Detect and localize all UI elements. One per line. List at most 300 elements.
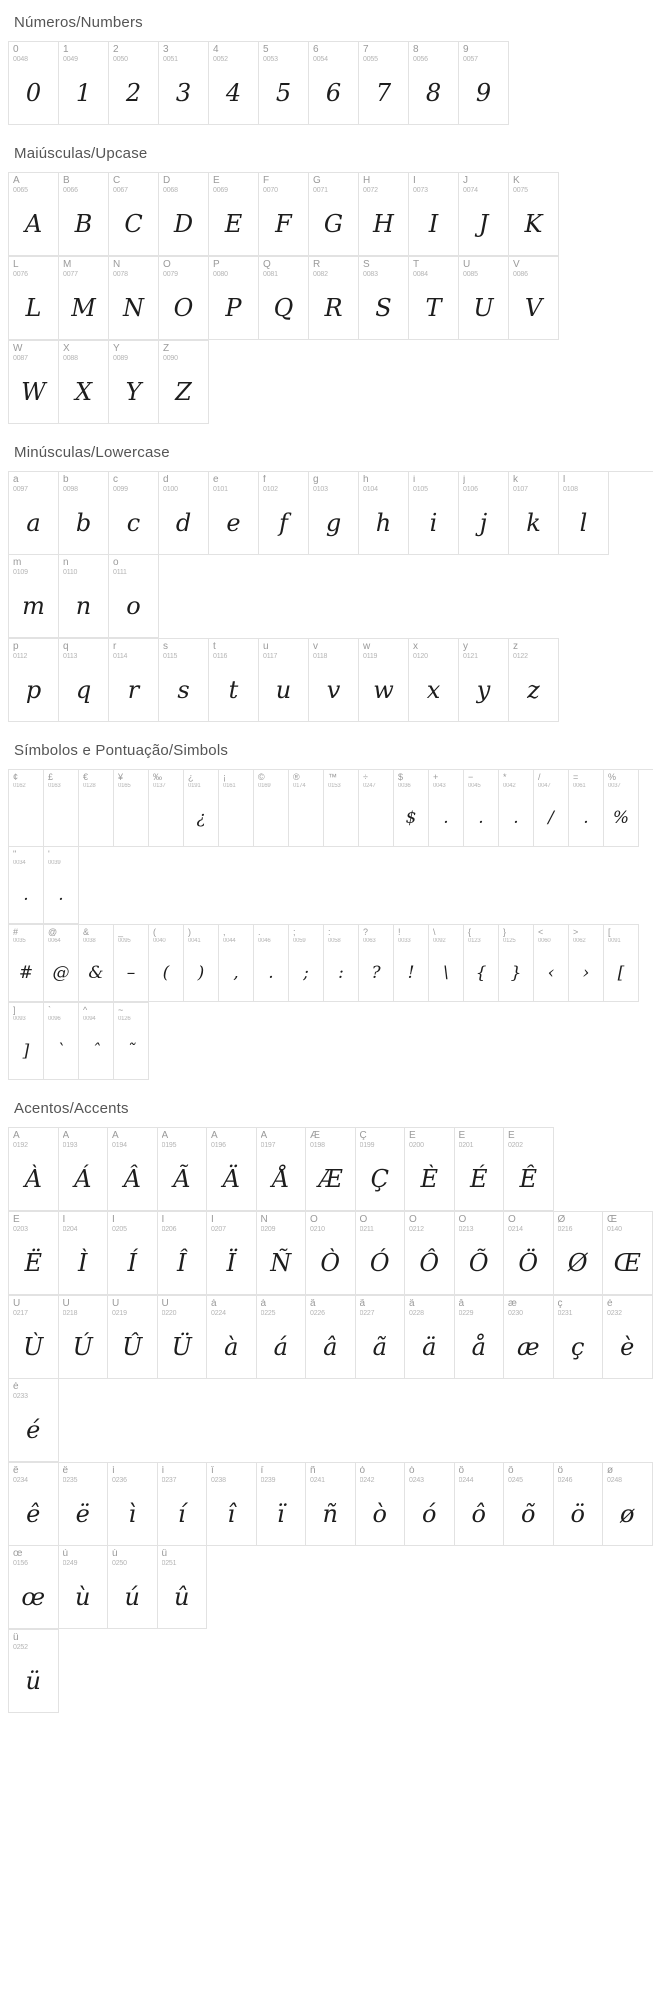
glyph-character-label: s — [163, 642, 168, 652]
glyph-cell[interactable] — [603, 1296, 653, 1379]
glyph-preview: 1 — [75, 79, 92, 107]
glyph-cell[interactable] — [259, 42, 309, 125]
glyph-unicode-label: 0060 — [538, 937, 551, 944]
glyph-unicode-label: 0109 — [13, 568, 28, 576]
glyph-cell[interactable] — [184, 770, 219, 847]
glyph-cell[interactable] — [429, 770, 464, 847]
glyph-cell[interactable] — [499, 770, 534, 847]
glyph-preview: 4 — [225, 79, 242, 107]
glyph-character-label: ¡ — [223, 773, 226, 782]
glyph-unicode-label: 0210 — [310, 1225, 325, 1233]
glyph-unicode-label: 0235 — [62, 1476, 78, 1484]
glyph-cell[interactable] — [9, 1128, 59, 1211]
glyph-cell[interactable] — [603, 1212, 653, 1295]
glyph-cell[interactable] — [209, 472, 259, 555]
glyph-character-label: t — [213, 642, 216, 652]
glyph-cell-header — [257, 1212, 306, 1238]
glyph-character-label: , — [223, 928, 226, 937]
glyph-cell[interactable] — [324, 770, 359, 847]
glyph-cell-header — [109, 639, 158, 665]
glyph-preview: M — [71, 294, 96, 322]
glyph-cell[interactable] — [504, 1212, 554, 1295]
glyph-cell[interactable] — [257, 1128, 307, 1211]
glyph-character-label: ì — [112, 1466, 115, 1476]
glyph-cell[interactable] — [289, 925, 324, 1002]
glyph-cell[interactable] — [159, 173, 209, 256]
glyph-cell[interactable] — [158, 1296, 208, 1379]
glyph-cell[interactable] — [59, 1212, 109, 1295]
glyph-cell[interactable] — [9, 639, 59, 722]
glyph-preview: æ — [516, 1333, 540, 1361]
glyph-preview: ñ — [322, 1500, 338, 1528]
glyph-cell-header — [259, 257, 308, 283]
glyph-cell[interactable] — [604, 925, 639, 1002]
glyph-cell[interactable] — [108, 1546, 158, 1629]
glyph-cell[interactable] — [604, 770, 639, 847]
glyph-cell[interactable] — [59, 42, 109, 125]
glyph-preview: ë — [75, 1500, 90, 1528]
glyph-cell[interactable] — [257, 1296, 307, 1379]
glyph-cell[interactable] — [9, 1630, 59, 1713]
glyph-cell[interactable] — [59, 1463, 109, 1546]
glyph-cell[interactable] — [459, 173, 509, 256]
glyph-cell[interactable] — [455, 1212, 505, 1295]
glyph-cell[interactable] — [109, 341, 159, 424]
glyph-cell[interactable] — [184, 925, 219, 1002]
glyph-cell[interactable] — [9, 173, 59, 256]
glyph-cell[interactable] — [464, 770, 499, 847]
glyph-character-label: R — [313, 260, 321, 270]
glyph-cell-header — [257, 1296, 306, 1322]
glyph-cell[interactable] — [109, 257, 159, 340]
glyph-unicode-label: 0252 — [13, 1643, 28, 1651]
glyph-cell[interactable] — [409, 173, 459, 256]
glyph-unicode-label: 0110 — [63, 568, 78, 576]
glyph-cell[interactable] — [504, 1296, 554, 1379]
glyph-cell[interactable] — [306, 1296, 356, 1379]
glyph-cell[interactable] — [309, 42, 359, 125]
glyph-preview: Ó — [369, 1249, 390, 1277]
glyph-cell[interactable] — [405, 1296, 455, 1379]
glyph-cell[interactable] — [455, 1463, 505, 1546]
glyph-character-label: Æ — [310, 1131, 320, 1141]
glyph-cell[interactable] — [509, 472, 559, 555]
glyph-cell[interactable] — [257, 1212, 307, 1295]
glyph-cell-header — [159, 42, 208, 68]
glyph-character-label: ^ — [83, 1006, 88, 1015]
glyph-cell[interactable] — [108, 1463, 158, 1546]
glyph-cell[interactable] — [306, 1463, 356, 1546]
glyph-unicode-label: 0161 — [223, 782, 236, 789]
glyph-cell[interactable] — [356, 1128, 406, 1211]
glyph-cell[interactable] — [405, 1463, 455, 1546]
glyph-preview: 0 — [25, 79, 42, 107]
glyph-cell-header — [409, 257, 458, 283]
glyph-preview: é — [26, 1416, 41, 1444]
glyph-cell[interactable] — [209, 639, 259, 722]
glyph-character-label: ( — [153, 928, 156, 937]
glyph-cell[interactable] — [306, 1128, 356, 1211]
glyph-cell[interactable] — [464, 925, 499, 1002]
glyph-cell-header — [534, 770, 568, 796]
glyph-character-label: Ê — [508, 1131, 515, 1141]
glyph-cell[interactable] — [9, 925, 44, 1002]
glyph-cell[interactable] — [158, 1546, 208, 1629]
glyph-preview: . — [58, 885, 64, 905]
glyph-unicode-label: 0121 — [463, 652, 478, 660]
glyph-preview: C — [124, 210, 143, 238]
glyph-cell[interactable] — [59, 555, 109, 638]
glyph-cell[interactable] — [59, 639, 109, 722]
glyph-cell[interactable] — [79, 925, 114, 1002]
glyph-preview: Ü — [171, 1333, 192, 1361]
glyph-cell[interactable] — [9, 1296, 59, 1379]
glyph-cell[interactable] — [509, 257, 559, 340]
glyph-cell[interactable] — [429, 925, 464, 1002]
glyph-character-label: o — [113, 558, 119, 568]
glyph-cell[interactable] — [9, 341, 59, 424]
glyph-preview: w — [373, 676, 394, 704]
glyph-cell[interactable] — [9, 42, 59, 125]
glyph-preview: x — [426, 676, 441, 704]
glyph-cell-header — [9, 1212, 58, 1238]
glyph-cell[interactable] — [59, 1546, 109, 1629]
glyph-unicode-label: 0169 — [258, 782, 271, 789]
glyph-unicode-label: 0048 — [13, 55, 28, 63]
glyph-cell[interactable] — [44, 847, 79, 924]
glyph-character-label: 8 — [413, 45, 419, 55]
glyph-character-label: Ö — [508, 1215, 516, 1225]
glyph-character-label: Ä — [112, 1131, 119, 1141]
glyph-cell[interactable] — [59, 1128, 109, 1211]
glyph-cell[interactable] — [209, 42, 259, 125]
glyph-unicode-label: 0055 — [363, 55, 378, 63]
glyph-cell-header — [259, 173, 308, 199]
glyph-cell[interactable] — [554, 1463, 604, 1546]
glyph-unicode-label: 0123 — [468, 937, 481, 944]
glyph-cell[interactable] — [9, 257, 59, 340]
glyph-character-label: = — [573, 773, 579, 782]
glyph-character-label: T — [413, 260, 420, 270]
glyph-character-label: l — [563, 475, 566, 485]
glyph-cell[interactable] — [359, 639, 409, 722]
glyph-cell[interactable] — [219, 770, 254, 847]
glyph-cell[interactable] — [554, 1296, 604, 1379]
glyph-preview: ( — [162, 963, 170, 983]
glyph-unicode-label: 0107 — [513, 485, 528, 493]
glyph-cell[interactable] — [59, 341, 109, 424]
glyph-cell[interactable] — [59, 1296, 109, 1379]
glyph-cell[interactable] — [534, 770, 569, 847]
glyph-cell[interactable] — [509, 173, 559, 256]
glyph-cell[interactable] — [209, 257, 259, 340]
glyph-character-label: k — [513, 475, 518, 485]
glyph-character-label: n — [63, 558, 69, 568]
glyph-cell[interactable] — [459, 257, 509, 340]
glyph-cell[interactable] — [409, 639, 459, 722]
glyph-unicode-label: 0067 — [113, 186, 128, 194]
glyph-cell-header — [59, 1463, 108, 1489]
glyph-cell[interactable] — [159, 472, 209, 555]
glyph-cell[interactable] — [359, 925, 394, 1002]
glyph-cell-header — [158, 1296, 207, 1322]
glyph-cell[interactable] — [409, 257, 459, 340]
glyph-unicode-label: 0068 — [163, 186, 178, 194]
glyph-preview: h — [375, 509, 392, 537]
glyph-cell-header — [209, 639, 258, 665]
glyph-cell[interactable] — [509, 639, 559, 722]
glyph-cell[interactable] — [254, 770, 289, 847]
glyph-cell-header — [359, 257, 408, 283]
glyph-cell[interactable] — [356, 1463, 406, 1546]
glyph-cell[interactable] — [9, 1463, 59, 1546]
glyph-unicode-label: 0228 — [409, 1309, 424, 1317]
glyph-cell[interactable] — [158, 1463, 208, 1546]
glyph-cell[interactable] — [207, 1463, 257, 1546]
glyph-character-label: _ — [118, 928, 124, 937]
glyph-cell[interactable] — [356, 1296, 406, 1379]
glyph-cell[interactable] — [405, 1128, 455, 1211]
glyph-cell[interactable] — [499, 925, 534, 1002]
glyph-cell[interactable] — [569, 925, 604, 1002]
glyph-preview: Ê — [519, 1165, 538, 1193]
glyph-cell[interactable] — [159, 639, 209, 722]
glyph-cell[interactable] — [459, 639, 509, 722]
glyph-cell[interactable] — [109, 42, 159, 125]
glyph-character-label: û — [161, 1549, 168, 1559]
glyph-cell-header — [499, 770, 533, 796]
glyph-cell[interactable] — [504, 1463, 554, 1546]
glyph-character-label: L — [13, 260, 19, 270]
glyph-preview: ü — [25, 1667, 41, 1695]
glyph-character-label: S — [363, 260, 370, 270]
glyph-unicode-label: 0140 — [607, 1225, 622, 1233]
glyph-cell[interactable] — [209, 173, 259, 256]
glyph-cell[interactable] — [534, 925, 569, 1002]
glyph-row — [8, 471, 653, 638]
glyph-unicode-label: 0096 — [48, 1015, 61, 1022]
glyph-character-label: % — [608, 773, 617, 782]
glyph-cell-header — [9, 555, 58, 581]
glyph-preview: œ — [21, 1583, 46, 1611]
glyph-cell[interactable] — [409, 472, 459, 555]
glyph-preview: ú — [124, 1583, 140, 1611]
glyph-cell[interactable] — [359, 472, 409, 555]
glyph-cell[interactable] — [9, 1379, 59, 1462]
glyph-unicode-label: 0081 — [263, 270, 278, 278]
glyph-cell[interactable] — [359, 173, 409, 256]
glyph-cell-header — [109, 472, 158, 498]
glyph-unicode-label: 0113 — [63, 652, 78, 660]
glyph-cell[interactable] — [569, 770, 604, 847]
glyph-character-label: u — [263, 642, 269, 652]
glyph-unicode-label: 0084 — [413, 270, 428, 278]
glyph-cell-header — [159, 472, 208, 498]
glyph-unicode-label: 0071 — [313, 186, 328, 194]
glyph-cell[interactable] — [44, 1003, 79, 1080]
glyph-cell[interactable] — [44, 925, 79, 1002]
glyph-preview: Ä — [222, 1165, 240, 1193]
glyph-character-label: < — [538, 928, 544, 937]
glyph-cell[interactable] — [9, 472, 59, 555]
glyph-cell-header — [569, 770, 603, 796]
glyph-cell[interactable] — [159, 42, 209, 125]
glyph-cell[interactable] — [309, 472, 359, 555]
glyph-cell[interactable] — [59, 257, 109, 340]
glyph-cell[interactable] — [459, 472, 509, 555]
glyph-cell[interactable] — [309, 639, 359, 722]
glyph-cell[interactable] — [309, 173, 359, 256]
glyph-unicode-label: 0088 — [63, 354, 78, 362]
glyph-unicode-label: 0250 — [112, 1559, 127, 1567]
glyph-cell[interactable] — [394, 925, 429, 1002]
glyph-preview: › — [582, 963, 590, 983]
glyph-cell[interactable] — [9, 847, 44, 924]
glyph-cell[interactable] — [114, 1003, 149, 1080]
glyph-cell-header — [9, 173, 58, 199]
glyph-character-label: y — [463, 642, 468, 652]
glyph-unicode-label: 0101 — [213, 485, 228, 493]
glyph-cell[interactable] — [108, 1296, 158, 1379]
glyph-cell[interactable] — [259, 472, 309, 555]
glyph-cell[interactable] — [159, 257, 209, 340]
glyph-preview: \ — [443, 963, 449, 983]
glyph-preview: ì — [128, 1500, 137, 1528]
glyph-cell[interactable] — [44, 770, 79, 847]
glyph-unicode-label: 0198 — [310, 1141, 325, 1149]
glyph-cell-header — [509, 472, 558, 498]
glyph-row — [8, 1629, 59, 1713]
glyph-cell[interactable] — [259, 639, 309, 722]
glyph-cell[interactable] — [79, 1003, 114, 1080]
glyph-cell[interactable] — [394, 770, 429, 847]
glyph-cell[interactable] — [114, 770, 149, 847]
glyph-character-label: 5 — [263, 45, 269, 55]
glyph-unicode-label: 0156 — [13, 1559, 28, 1567]
glyph-cell[interactable] — [459, 42, 509, 125]
glyph-unicode-label: 0239 — [260, 1476, 276, 1484]
glyph-cell[interactable] — [158, 1128, 208, 1211]
glyph-cell[interactable] — [9, 1003, 44, 1080]
glyph-cell[interactable] — [9, 770, 44, 847]
glyph-preview: P — [225, 294, 242, 322]
glyph-unicode-label: 0247 — [363, 782, 376, 789]
glyph-cell-header — [504, 1463, 553, 1489]
glyph-cell[interactable] — [603, 1463, 653, 1546]
glyph-cell[interactable] — [109, 639, 159, 722]
glyph-cell-header — [289, 925, 323, 951]
glyph-cell-header — [359, 639, 408, 665]
glyph-character-label: / — [538, 773, 541, 782]
glyph-cell[interactable] — [207, 1128, 257, 1211]
glyph-cell[interactable] — [359, 257, 409, 340]
glyph-cell[interactable] — [207, 1296, 257, 1379]
glyph-cell[interactable] — [455, 1296, 505, 1379]
glyph-preview: Ù — [23, 1333, 44, 1361]
glyph-cell[interactable] — [259, 173, 309, 256]
glyph-unicode-label: 0195 — [161, 1141, 177, 1149]
glyph-cell[interactable] — [59, 472, 109, 555]
glyph-unicode-label: 0199 — [359, 1141, 375, 1149]
glyph-cell[interactable] — [455, 1128, 505, 1211]
glyph-cell[interactable] — [149, 925, 184, 1002]
glyph-character-label: ñ — [310, 1466, 316, 1476]
glyph-cell[interactable] — [356, 1212, 406, 1295]
glyph-cell[interactable] — [359, 770, 394, 847]
glyph-cell[interactable] — [59, 173, 109, 256]
glyph-preview: S — [375, 294, 392, 322]
glyph-preview: í — [177, 1500, 186, 1528]
glyph-cell[interactable] — [207, 1212, 257, 1295]
glyph-cell[interactable] — [109, 555, 159, 638]
glyph-cell-header — [207, 1463, 256, 1489]
glyph-cell[interactable] — [149, 770, 184, 847]
glyph-cell[interactable] — [109, 472, 159, 555]
glyph-character-label: í — [161, 1466, 165, 1476]
glyph-cell[interactable] — [409, 42, 459, 125]
glyph-unicode-label: 0040 — [153, 937, 166, 944]
glyph-cell[interactable] — [405, 1212, 455, 1295]
glyph-cell[interactable] — [109, 173, 159, 256]
glyph-cell-header — [603, 1296, 652, 1322]
glyph-character-label: f — [263, 475, 266, 485]
glyph-cell[interactable] — [114, 925, 149, 1002]
glyph-unicode-label: 0082 — [313, 270, 328, 278]
glyph-cell[interactable] — [254, 925, 289, 1002]
glyph-cell[interactable] — [504, 1128, 554, 1211]
glyph-cell[interactable] — [309, 257, 359, 340]
glyph-character-label: ë — [62, 1466, 69, 1476]
glyph-cell[interactable] — [159, 341, 209, 424]
glyph-cell[interactable] — [257, 1463, 307, 1546]
glyph-unicode-label: 0054 — [313, 55, 328, 63]
glyph-character-label: Â — [13, 1131, 20, 1141]
glyph-preview: Ô — [419, 1249, 440, 1277]
glyph-cell[interactable] — [158, 1212, 208, 1295]
glyph-preview: Ú — [72, 1333, 93, 1361]
glyph-preview: T — [425, 294, 442, 322]
glyph-cell[interactable] — [324, 925, 359, 1002]
glyph-preview: Q — [273, 294, 294, 322]
glyph-unicode-label: 0245 — [508, 1476, 523, 1484]
glyph-cell[interactable] — [79, 770, 114, 847]
glyph-cell-header — [509, 639, 558, 665]
section-title: Maiúsculas/Upcase — [14, 145, 148, 162]
glyph-unicode-label: 0052 — [213, 55, 228, 63]
glyph-cell[interactable] — [108, 1128, 158, 1211]
glyph-unicode-label: 0077 — [63, 270, 78, 278]
glyph-cell-header — [109, 257, 158, 283]
glyph-unicode-label: 0218 — [62, 1309, 78, 1317]
glyph-cell[interactable] — [9, 1212, 59, 1295]
glyph-cell[interactable] — [9, 1546, 59, 1629]
glyph-character-label: ' — [48, 850, 50, 859]
glyph-cell[interactable] — [359, 42, 409, 125]
glyph-cell[interactable] — [259, 257, 309, 340]
glyph-cell[interactable] — [559, 472, 609, 555]
glyph-unicode-label: 0206 — [161, 1225, 177, 1233]
glyph-cell[interactable] — [554, 1212, 604, 1295]
glyph-cell[interactable] — [219, 925, 254, 1002]
glyph-cell[interactable] — [306, 1212, 356, 1295]
glyph-cell[interactable] — [108, 1212, 158, 1295]
glyph-cell-header — [149, 925, 183, 951]
glyph-preview: L — [25, 294, 42, 322]
glyph-cell[interactable] — [9, 555, 59, 638]
glyph-cell[interactable] — [289, 770, 324, 847]
glyph-cell-header — [257, 1463, 306, 1489]
glyph-character-label: X — [63, 344, 70, 354]
